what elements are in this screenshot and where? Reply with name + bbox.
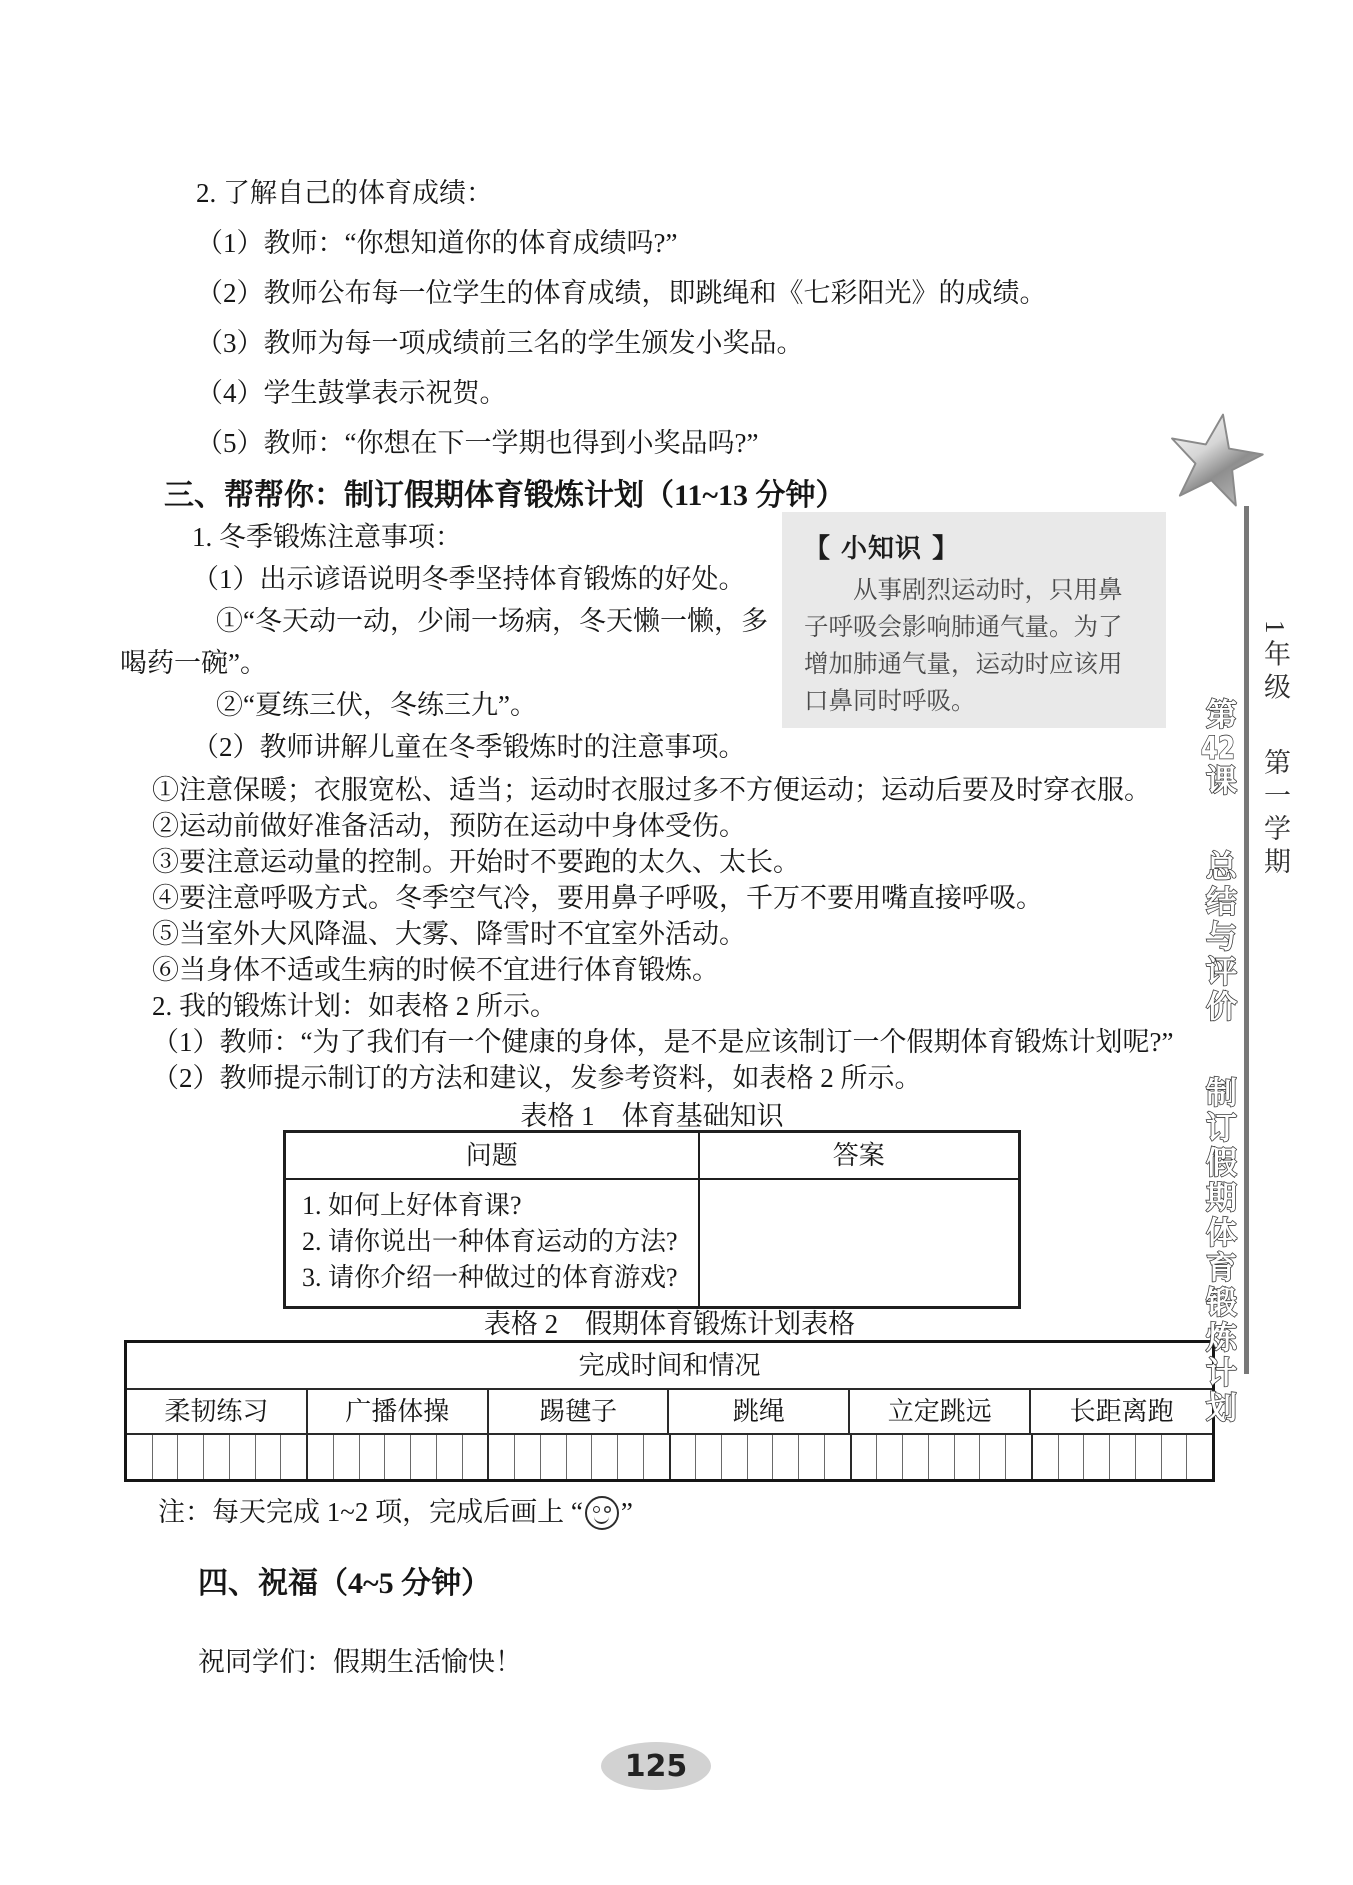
day-cell bbox=[825, 1435, 850, 1479]
table1-answer-cell bbox=[700, 1180, 1018, 1306]
section-review bbox=[120, 168, 1180, 468]
table1-header-question: 问题 bbox=[286, 1133, 700, 1178]
day-cell bbox=[1059, 1435, 1085, 1479]
page-number-badge bbox=[601, 1742, 711, 1790]
day-cell bbox=[980, 1435, 1006, 1479]
body-line: （2）教师讲解儿童在冬季锻炼时的注意事项。 bbox=[192, 732, 746, 762]
day-cell bbox=[903, 1435, 929, 1479]
body-line: （5）教师：“你想在下一学期也得到小奖品吗?” bbox=[196, 428, 759, 458]
day-cell bbox=[360, 1435, 386, 1479]
knowledge-tip-box bbox=[782, 512, 1166, 728]
table2-cell-group bbox=[127, 1435, 308, 1479]
body-line: 喝药一碗”。 bbox=[120, 648, 267, 678]
winter-exercise-notes bbox=[120, 516, 770, 768]
table1-body-row bbox=[286, 1180, 1018, 1306]
body-line: ③要注意运动量的控制。开始时不要跑的太久、太长。 bbox=[152, 847, 800, 877]
section-four-heading: 四、祝福（4~5 分钟） bbox=[198, 1567, 492, 1600]
precautions-list bbox=[120, 772, 1220, 1096]
day-cell bbox=[644, 1435, 669, 1479]
sidebar-grade-column bbox=[1256, 620, 1295, 880]
day-cell bbox=[799, 1435, 825, 1479]
body-line: 2. 我的锻炼计划：如表格 2 所示。 bbox=[152, 991, 557, 1021]
smiley-face-icon bbox=[585, 1496, 619, 1530]
body-line: 1. 冬季锻炼注意事项： bbox=[192, 522, 462, 552]
day-cell bbox=[618, 1435, 644, 1479]
table2-column-headers bbox=[127, 1390, 1212, 1435]
table-basic-knowledge bbox=[283, 1130, 1021, 1309]
section-four-body: 祝同学们：假期生活愉快！ bbox=[198, 1647, 522, 1677]
table2-cell-group bbox=[489, 1435, 670, 1479]
table1-question: 3. 请你介绍一种做过的体育游戏? bbox=[302, 1263, 678, 1292]
table1-caption: 表格 1 体育基础知识 bbox=[520, 1101, 784, 1131]
body-line: （2）教师公布每一位学生的体育成绩，即跳绳和《七彩阳光》的成绩。 bbox=[196, 278, 1047, 308]
day-cell bbox=[1033, 1435, 1059, 1479]
table2-column-label: 柔韧练习 bbox=[127, 1390, 308, 1433]
sidebar-grade: 1年级 bbox=[1260, 620, 1290, 706]
body-line: ②运动前做好准备活动，预防在运动中身体受伤。 bbox=[152, 811, 746, 841]
day-cell bbox=[463, 1435, 488, 1479]
body-line: ⑥当身体不适或生病的时候不宜进行体育锻炼。 bbox=[152, 955, 719, 985]
table2-note bbox=[158, 1490, 633, 1530]
sidebar-lesson-column bbox=[1196, 698, 1241, 1426]
table1-header-answer: 答案 bbox=[832, 1141, 885, 1170]
sidebar-divider-line bbox=[1244, 506, 1249, 1374]
day-cell bbox=[1187, 1435, 1212, 1479]
day-cell bbox=[1162, 1435, 1188, 1479]
table2-column-label: 立定跳远 bbox=[850, 1390, 1031, 1433]
table1-question: 2. 请你说出一种体育运动的方法? bbox=[302, 1227, 678, 1256]
day-cell bbox=[1084, 1435, 1110, 1479]
day-cell bbox=[281, 1435, 306, 1479]
day-cell bbox=[230, 1435, 256, 1479]
day-cell bbox=[411, 1435, 437, 1479]
lesson-subtopic: 制订假期体育锻炼计划 bbox=[1200, 1075, 1236, 1426]
star-icon bbox=[1158, 402, 1272, 517]
day-cell bbox=[489, 1435, 515, 1479]
day-cell bbox=[929, 1435, 955, 1479]
body-line: （1）出示谚语说明冬季坚持体育锻炼的好处。 bbox=[192, 564, 746, 594]
body-line: （1）教师：“为了我们有一个健康的身体，是不是应该制订一个假期体育锻炼计划呢?” bbox=[152, 1027, 1174, 1057]
table2-cell-group bbox=[1033, 1435, 1212, 1479]
day-cell bbox=[153, 1435, 179, 1479]
day-cell bbox=[308, 1435, 334, 1479]
day-cell bbox=[334, 1435, 360, 1479]
day-cell bbox=[204, 1435, 230, 1479]
day-cell bbox=[567, 1435, 593, 1479]
table-holiday-plan bbox=[124, 1340, 1215, 1482]
day-cell bbox=[773, 1435, 799, 1479]
lesson-topic: 总结与评价 bbox=[1200, 849, 1236, 1025]
table1-header-row bbox=[286, 1133, 1018, 1180]
day-cell bbox=[877, 1435, 903, 1479]
day-cell bbox=[437, 1435, 463, 1479]
table2-caption: 表格 2 假期体育锻炼计划表格 bbox=[483, 1309, 856, 1339]
section-three-heading: 三、帮帮你：制订假期体育锻炼计划（11~13 分钟） bbox=[164, 479, 846, 512]
body-line: （1）教师：“你想知道你的体育成绩吗?” bbox=[196, 228, 678, 258]
day-cell bbox=[592, 1435, 618, 1479]
day-cell bbox=[385, 1435, 411, 1479]
table2-span-header: 完成时间和情况 bbox=[127, 1343, 1212, 1390]
body-line: （3）教师为每一项成绩前三名的学生颁发小奖品。 bbox=[196, 328, 804, 358]
note-text-before: 注：每天完成 1~2 项，完成后画上 “ bbox=[158, 1497, 583, 1527]
day-cell bbox=[127, 1435, 153, 1479]
day-cell bbox=[696, 1435, 722, 1479]
table2-cell-group bbox=[671, 1435, 852, 1479]
day-cell bbox=[1006, 1435, 1031, 1479]
day-cell bbox=[955, 1435, 981, 1479]
table2-cell-group bbox=[852, 1435, 1033, 1479]
lesson-number-badge: 第42课 bbox=[1200, 698, 1236, 799]
body-line: ②“夏练三伏，冬练三九”。 bbox=[216, 690, 537, 720]
body-line: ④要注意呼吸方式。冬季空气冷，要用鼻子呼吸，千万不要用嘴直接呼吸。 bbox=[152, 883, 1043, 913]
body-line: （4）学生鼓掌表示祝贺。 bbox=[196, 378, 507, 408]
day-cell bbox=[256, 1435, 282, 1479]
page-number: 125 bbox=[624, 1748, 688, 1784]
table2-cell-group bbox=[308, 1435, 489, 1479]
table2-cells-row bbox=[127, 1435, 1212, 1479]
body-line: ①“冬天动一动，少闹一场病，冬天懒一懒，多 bbox=[216, 606, 768, 636]
day-cell bbox=[852, 1435, 878, 1479]
body-line: ①注意保暖；衣服宽松、适当；运动时衣服过多不方便运动；运动后要及时穿衣服。 bbox=[152, 775, 1151, 805]
day-cell bbox=[722, 1435, 748, 1479]
day-cell bbox=[541, 1435, 567, 1479]
day-cell bbox=[671, 1435, 697, 1479]
day-cell bbox=[515, 1435, 541, 1479]
body-line: （2）教师提示制订的方法和建议，发参考资料，如表格 2 所示。 bbox=[152, 1063, 922, 1093]
table2-column-label: 踢毽子 bbox=[489, 1390, 670, 1433]
knowledge-box-title: 【 小知识 】 bbox=[804, 534, 960, 564]
day-cell bbox=[1110, 1435, 1136, 1479]
day-cell bbox=[178, 1435, 204, 1479]
table2-column-label: 广播体操 bbox=[308, 1390, 489, 1433]
day-cell bbox=[1136, 1435, 1162, 1479]
sidebar-semester: 第一学期 bbox=[1260, 748, 1290, 881]
body-line: ⑤当室外大风降温、大雾、降雪时不宜室外活动。 bbox=[152, 919, 746, 949]
table2-column-label: 跳绳 bbox=[669, 1390, 850, 1433]
body-line: 2. 了解自己的体育成绩： bbox=[196, 178, 493, 208]
note-text-after: ” bbox=[620, 1497, 633, 1527]
table1-question-cell bbox=[286, 1180, 700, 1306]
day-cell bbox=[748, 1435, 774, 1479]
table2-column-label: 长距离跑 bbox=[1069, 1397, 1174, 1426]
knowledge-box-body: 从事剧烈运动时，只用鼻子呼吸会影响肺通气量。为了增加肺通气量，运动时应该用口鼻同时呼吸。 bbox=[804, 575, 1123, 715]
table1-question: 1. 如何上好体育课? bbox=[302, 1191, 522, 1220]
